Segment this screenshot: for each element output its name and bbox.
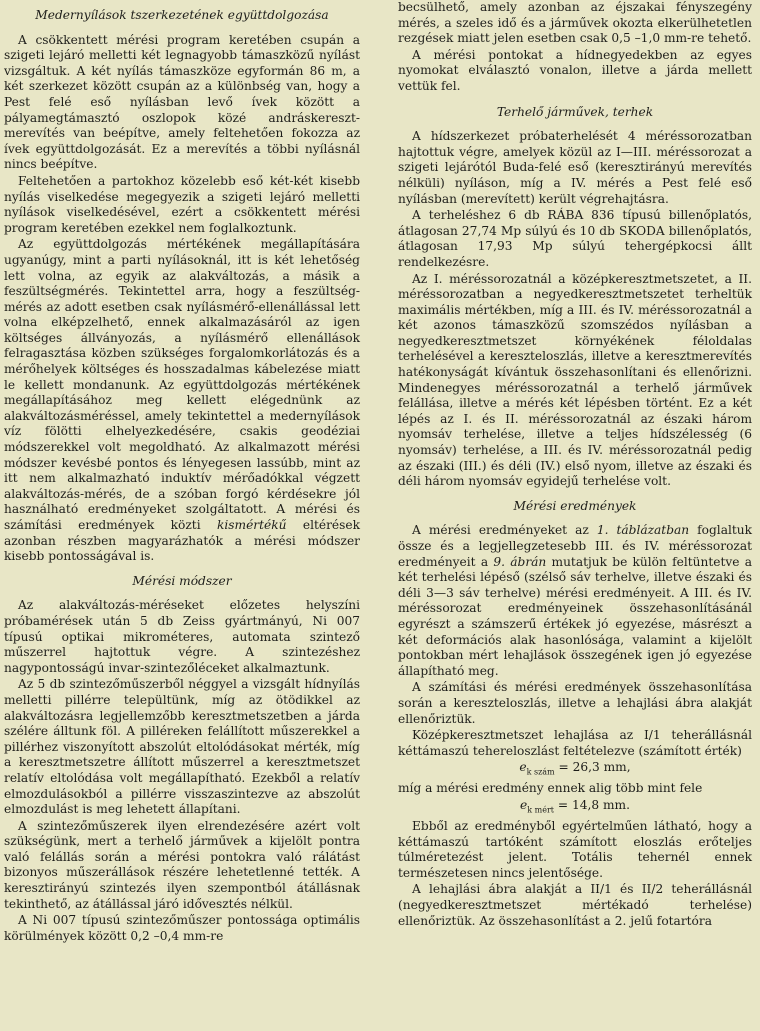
formula-measured-deflection [398, 798, 752, 818]
section-heading-terhelo-jarmuvek: Terhelő járművek, terhek [496, 104, 654, 119]
paragraph: A hídszerkezet próbaterhelését 4 méréssorozatban hajtottuk végre, amelyek közül az I—III. méréssorozat a szigeti lejárótól Buda-felé eső (keresztirányú merevítés nélküli) nyíláson, míg a IV. mérés a Pest felé eső nyílásban (merevített) került végrehajtásra. [398, 129, 752, 206]
text-run: eltérések azonban részben magyarázhatók a mérési módszer kisebb pontosságával is. [4, 518, 360, 564]
paragraph [4, 237, 360, 564]
formula-subscript: k szám [526, 767, 555, 777]
paragraph: A szintezőműszerek ilyen elrendezésére azért volt szükségünk, mert a terhelő járművek a kijelölt pontra való felállás során a mérési pontokra való rálátást bizonyos műszerállások részére lehetetlenné tették. A keresztirányú szintezés ilyen szempontból átállásnak tekinthető, az átállással járó idővesztés nélkül. [4, 818, 360, 911]
formula-value: = 26,3 mm, [554, 760, 631, 775]
paragraph: A terheléshez 6 db RÁBA 836 típusú billenőplatós, átlagosan 27,74 Mp súlyú és 10 db SKODA billenőplatós, átlagosan 17,93 Mp súlyú tehergépkocsi állt rendelkezésre. [398, 208, 752, 269]
paragraph: A lehajlási ábra alakját a II/1 és II/2 teherállásnál (negyedkeresztmetszet mértékadó terhelése) ellenőriztük. Az összehasonlítást a 2. jelű fotartóra [398, 882, 752, 928]
paragraph: Ebből az eredményből egyértelműen látható, hogy a kéttámaszú tartóként számított eloszlás erőteljes túlméretezést jelent. Totális tehernél ennek természetesen nincs jelentősége. [398, 818, 752, 880]
formula-symbol: e [519, 760, 527, 775]
paragraph: Az I. méréssorozatnál a középkeresztmetszetet, a II. méréssorozatban a negyedkeresztmetszetet terheltük maximális mértékben, míg a III. és IV. méréssorozatnál a két azonos támaszközű szomszédos nyílásban a negyedkeresztmetszet környékének féloldalas terhelésével a kereszteloszlás, illetve a keresztmerevítés hatékonyságát kívántuk összehasonlítani és ellenőrizni. Mindenegyes méréssorozatnál a terhelő járművek felállása, illetve a mérés két lépésben történt. Ez a két lépés az I. és II. méréssorozatnál az északi három nyomsáv terhelése, illetve a teljes hídszélesség (6 nyomsáv) terhelése, a III. és IV. méréssorozatnál pedig az északi (III.) és déli (IV.) első nyom, illetve az északi és déli három nyomsáv egyidejű terhelése volt. [398, 271, 752, 489]
text-run: Az együttdolgozás mértékének megállapítására ugyanúgy, mint a parti nyílásoknál, itt is két lehetőség lett volna, az egyik az alakváltozás, a másik a feszültségmérés. Tekintettel arra, hogy a feszültség-mérés az adott esetben csak nyílásmérő-ellenállással lett volna elképzelhető, ennek alkalmazásáról az igen költséges állványozás, a nyílásmérő ellenállások felragasztása közben szükséges forgalomkorlátozás és a mérőhelyek költséges és hosszadalmas kábelezése miatt le kellett mondanunk. Az együttdolgozás mértékének megállapításához meg kellett elégednünk az alakváltozásméréssel, amely tekintettel a medernyílások víz fölötti elhelyezkedésére, csakis geodéziai módszerekkel volt megoldható. Az alkalmazott mérési módszer kevésbé pontos és lényegesen lassúbb, mint az itt nem alkalmazható induktív mérőadókkal végzett alakváltozás-mérés, de a szóban forgó kérdésekre jól használható eredményeket szolgáltatott. A mérési és számítási eredmények közti [4, 237, 360, 532]
paragraph: Az alakváltozás-méréseket előzetes helyszíni próbamérések után 5 db Zeiss gyártmányú, Ni 007 típusú optikai mikrométeres, automata szintező műszerrel hajtottuk végre. A szintezéshez nagypontosságú invar-szintezőléceket alkalmaztunk. [4, 598, 360, 675]
italic-term: kismértékű [217, 518, 287, 532]
formula-computed-deflection [398, 760, 752, 780]
section-heading-medernyilasok: Medernyílások tszerkezetének együttdolgozása [35, 8, 329, 22]
paragraph: A csökkentett mérési program keretében csupán a szigeti lejáró melletti két legnagyobb támaszközű nyílást vizsgáltuk. A két nyílás támaszköze egyformán 86 m, a két szerkezet között csupán az a különbség van, hogy a Pest felé eső nyílásban levő ívek között a pályamegtámasztó oszlopok közé andráskereszt-merevítés van beépítve, amely feltehetően fokozza az ívek együttdolgozását. Ez a merevítés a többi nyílásnál nincs beépítve. [4, 32, 360, 172]
paragraph: Feltehetően a partokhoz közelebb eső két-két kisebb nyílás viselkedése megegyezik a szigeti lejáró melletti nyílások viselkedésével, ezért a csökkentett mérési program keretében ezekkel nem foglalkoztunk. [4, 173, 360, 235]
section-heading-meresi-eredmenyek: Mérési eredmények [513, 498, 637, 513]
paragraph: A mérési pontokat a hídnegyedekben az egyes nyomokat elválasztó vonalon, illetve a járda mellett vettük fel. [398, 47, 752, 93]
right-column [398, 0, 752, 930]
text-run: foglaltuk össze és a legjellegzetesebb III. és IV. méréssorozat eredményeit a [398, 523, 752, 569]
paragraph: Középkeresztmetszet lehajlása az I/1 teherállásnál kéttámaszú tehereloszlást feltételezve (számított érték) [398, 728, 752, 758]
paragraph: becsülhető, amely azonban az éjszakai fényszegény mérés, a szeles idő és a járművek okozta elkerülhetetlen rezgések miatt jelen esetben csak 0,5 –1,0 mm-re tehető. [398, 0, 752, 46]
formula-symbol: e [520, 797, 528, 812]
paragraph: míg a mérési eredmény ennek alig több mint fele [398, 781, 703, 796]
left-column [4, 8, 360, 945]
section-heading-meresi-modszer: Mérési módszer [132, 573, 232, 588]
formula-subscript: k mért [527, 805, 554, 815]
italic-ref-table: 1. táblázatban [596, 523, 690, 538]
paragraph: Az 5 db szintezőműszerből néggyel a vizsgált hídnyílás melletti pillérre települtünk, míg az ötödikkel az alakváltozásra legjellemzőbb keresztmetszetben a járda szélére álltunk föl. A pilléreken felállított műszerekkel a pillérhez viszonyított abszolút eltolódásokat mérték, míg a keresztmetszetre állított műszerrel a keresztmetszet relatív eltolódása volt megállapítható. Ezekből a relatív elmozdulásokból a pillérre visszaszintezve az abszolút elmozdulást is meg lehetett állapítani. [4, 677, 360, 817]
formula-value: = 14,8 mm. [554, 797, 630, 812]
paragraph [398, 523, 752, 679]
paragraph: A Ni 007 típusú szintezőműszer pontossága optimális körülmények között 0,2 –0,4 mm-re [4, 913, 360, 943]
text-run: A mérési eredményeket az [412, 523, 597, 538]
paragraph: A számítási és mérési eredmények összehasonlítása során a kereszteloszlás, illetve a lehajlási ábra alakját ellenőriztük. [398, 680, 752, 726]
text-run: mutatjuk be külön feltüntetve a két terhelési lépéső (szélső sáv terhelve, illetve északi és déli 3—3 sáv terhelve) mérési eredményeit. A III. és IV. méréssorozat eredményeinek összehasonlításánál egyrészt a számszerű értékek jó egyezése, másrészt a két deformációs alak hasonlósága, valamint a kijelölt pontokban mért lehajlások összegének igen jó egyezése állapítható meg. [398, 554, 752, 678]
italic-ref-figure: 9. ábrán [493, 554, 547, 569]
